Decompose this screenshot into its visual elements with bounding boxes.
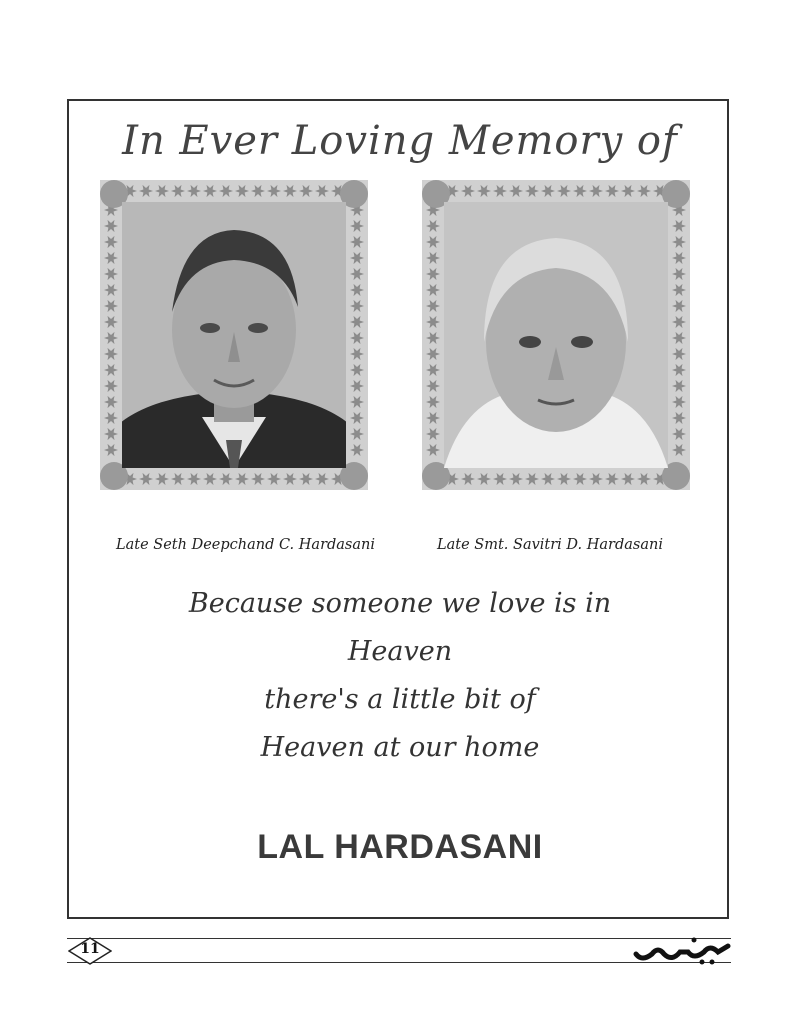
portrait-savitri	[444, 202, 668, 468]
caption-savitri: Late Smt. Savitri D. Hardasani	[437, 537, 663, 553]
poem-line-4: Heaven at our home	[260, 732, 540, 763]
donor-name: LAL HARDASANI	[257, 828, 543, 866]
memorial-title: In Ever Loving Memory of	[122, 118, 678, 164]
portrait-deepchand	[122, 202, 346, 468]
poem-line-3: there's a little bit of	[264, 684, 536, 715]
poem-line-1: Because someone we love is in	[188, 588, 612, 619]
caption-deepchand: Late Seth Deepchand C. Hardasani	[116, 537, 375, 553]
portrait-frame-right	[422, 180, 690, 490]
poem-line-2: Heaven	[347, 636, 453, 667]
magazine-logo	[632, 932, 732, 966]
portrait-frame-left	[100, 180, 368, 490]
page-number: 11	[80, 941, 100, 957]
